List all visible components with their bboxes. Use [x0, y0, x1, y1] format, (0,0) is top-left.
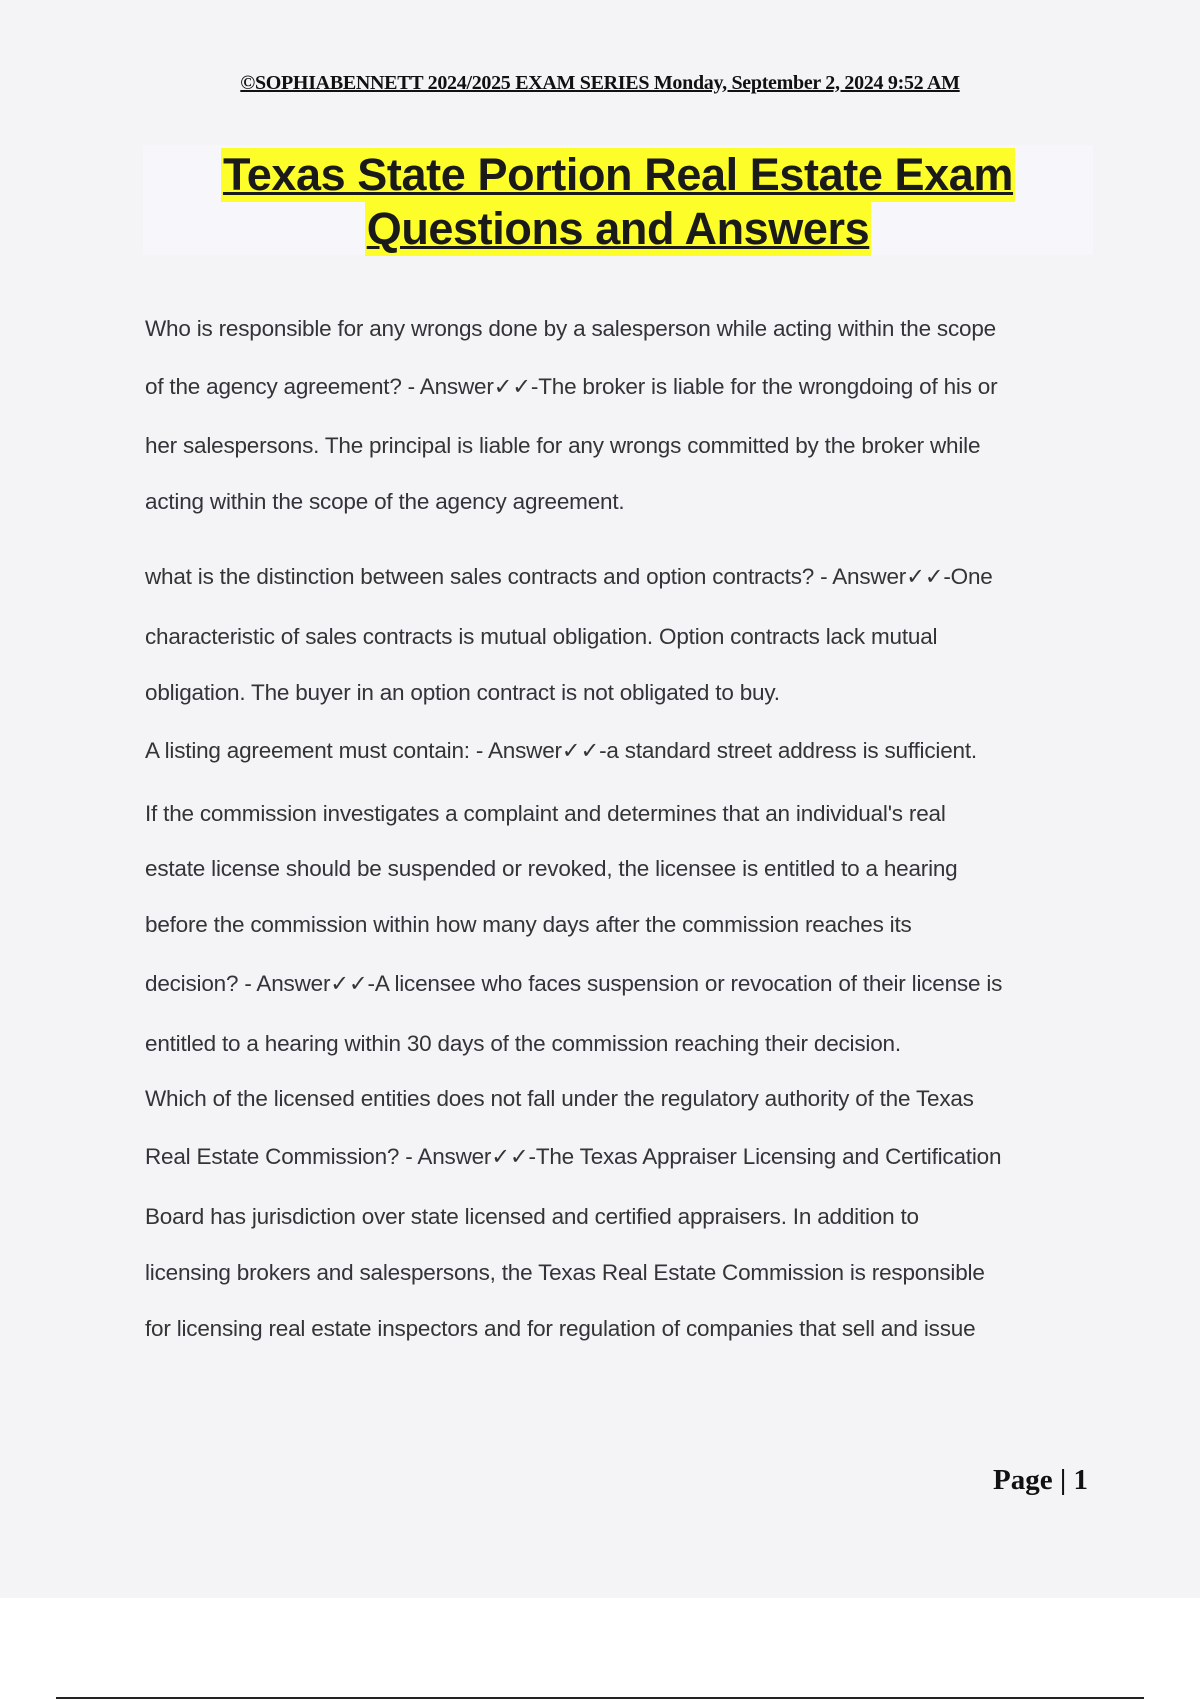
- page-number: Page | 1: [993, 1464, 1088, 1496]
- body-line: Board has jurisdiction over state licensed and certified appraisers. In addition to: [145, 1204, 919, 1229]
- body-line: A listing agreement must contain: - Answer✓✓-a standard street address is sufficient.: [145, 738, 977, 763]
- body-line: of the agency agreement? - Answer✓✓-The broker is liable for the wrongdoing of his or: [145, 374, 998, 399]
- body-line: for licensing real estate inspectors and for regulation of companies that sell and issue: [145, 1316, 976, 1341]
- body-line: characteristic of sales contracts is mutual obligation. Option contracts lack mutual: [145, 624, 938, 649]
- body-line: If the commission investigates a complaint and determines that an individual's real: [145, 801, 946, 826]
- document-header: ©SOPHIABENNETT 2024/2025 EXAM SERIES Monday, September 2, 2024 9:52 AM: [240, 72, 960, 94]
- body-line: licensing brokers and salespersons, the Texas Real Estate Commission is responsible: [145, 1260, 985, 1285]
- body-line: Which of the licensed entities does not fall under the regulatory authority of the Texas: [145, 1086, 974, 1111]
- body-line: Who is responsible for any wrongs done by a salesperson while acting within the scope: [145, 316, 996, 341]
- body-line: obligation. The buyer in an option contract is not obligated to buy.: [145, 680, 780, 705]
- title-line-1: Texas State Portion Real Estate Exam: [222, 149, 1014, 200]
- footer-divider: [56, 1697, 1144, 1699]
- body-line: decision? - Answer✓✓-A licensee who faces suspension or revocation of their license is: [145, 971, 1003, 996]
- body-line: what is the distinction between sales contracts and option contracts? - Answer✓✓-One: [145, 564, 993, 589]
- body-line: entitled to a hearing within 30 days of the commission reaching their decision.: [145, 1031, 901, 1056]
- body-line: her salespersons. The principal is liable for any wrongs committed by the broker while: [145, 433, 981, 458]
- title-line-2: Questions and Answers: [366, 203, 870, 254]
- document-title: [143, 145, 1093, 255]
- body-line: acting within the scope of the agency agreement.: [145, 489, 625, 514]
- body-line: Real Estate Commission? - Answer✓✓-The Texas Appraiser Licensing and Certification: [145, 1144, 1002, 1169]
- body-line: estate license should be suspended or revoked, the licensee is entitled to a hearing: [145, 856, 958, 881]
- body-line: before the commission within how many days after the commission reaches its: [145, 912, 912, 937]
